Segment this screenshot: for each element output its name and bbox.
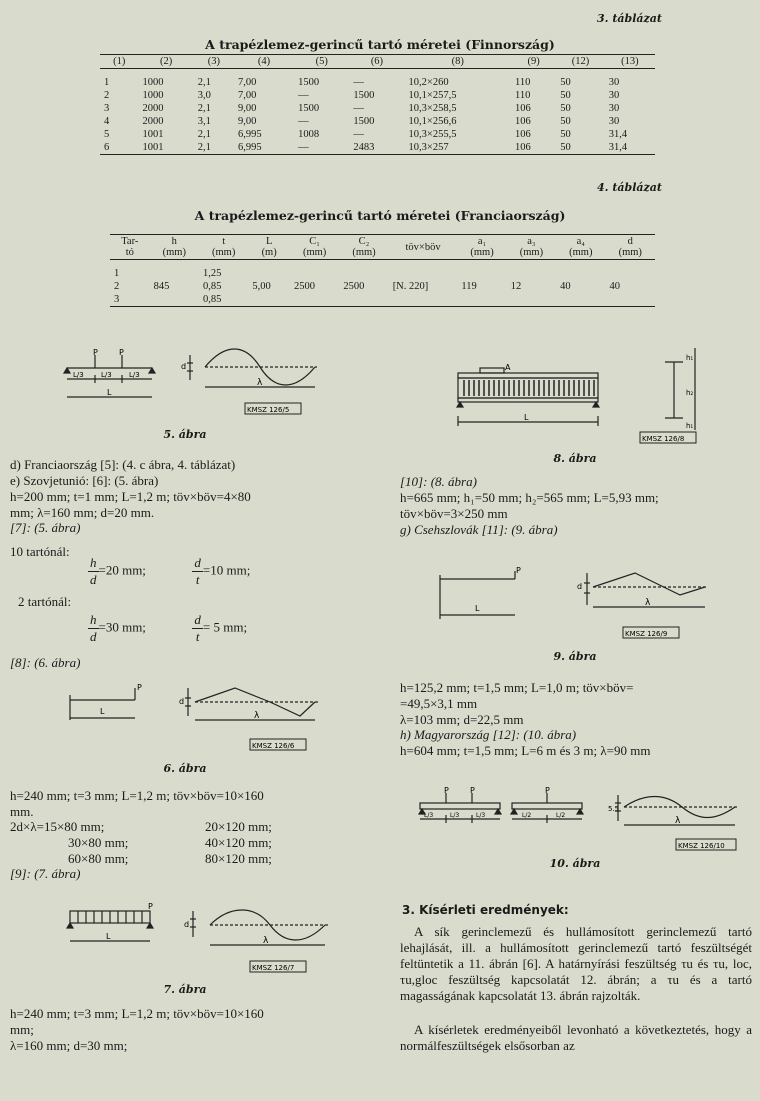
svg-text:5.5: 5.5 xyxy=(608,805,620,813)
svg-text:P: P xyxy=(516,566,521,575)
stamp-8: KMSZ 126/8 xyxy=(642,435,685,443)
table3-header-cell: (5) xyxy=(294,55,349,69)
table4-row xyxy=(110,280,655,293)
svg-text:h₁: h₁ xyxy=(686,422,694,430)
section-heading: 3. Kísérleti eredmények: xyxy=(402,903,569,917)
table3-header-cell: (8) xyxy=(405,55,511,69)
left-e-heading: e) Szovjetunió: [6]: (5. ábra) xyxy=(10,473,159,488)
figure-7-drawing xyxy=(60,895,340,975)
table3-cell: 1001 xyxy=(142,128,164,140)
table4-title: A trapézlemez-gerincű tartó méretei (Franciaország) xyxy=(194,208,566,223)
table3-header-cell: (13) xyxy=(605,55,655,69)
table4-cell xyxy=(389,260,458,280)
table3-cell: 50 xyxy=(560,76,571,88)
table3-header-cell: (6) xyxy=(349,55,404,69)
table3-cell: 10,3×258,5 xyxy=(408,102,457,114)
svg-text:L: L xyxy=(475,604,480,613)
table4-cell xyxy=(556,293,605,307)
table3-cell: 6 xyxy=(104,141,110,153)
left-e-line2: mm; λ=160 mm; d=20 mm. xyxy=(10,505,155,520)
svg-text:L: L xyxy=(524,413,529,422)
table3-cell: 1500 xyxy=(353,89,375,101)
left-r3a: 60×80 mm; xyxy=(68,851,129,866)
table3-cell: 6,995 xyxy=(237,141,262,153)
table3-cell: 30 xyxy=(608,115,620,127)
table3-cell: 50 xyxy=(560,102,571,114)
right-f8-line2: töv×böv=3×250 mm xyxy=(400,506,508,521)
svg-text:L/3: L/3 xyxy=(73,371,84,379)
left-f7-line3: λ=160 mm; d=30 mm; xyxy=(10,1038,128,1053)
stamp-7: KMSZ 126/7 xyxy=(252,964,295,972)
stamp-10: KMSZ 126/10 xyxy=(678,842,725,850)
table3-row xyxy=(100,89,655,102)
table4-label: 4. táblázat xyxy=(597,181,662,194)
table3-cell: 9,00 xyxy=(237,102,257,114)
table3-cell: 7,00 xyxy=(237,89,257,101)
table4-cell xyxy=(389,293,458,307)
right-h-heading: h) Magyarország [12]: (10. ábra) xyxy=(400,727,577,742)
table4-cell: 0,85 xyxy=(202,293,222,305)
table3-cell: 1 xyxy=(104,76,110,88)
table3-row xyxy=(100,102,655,115)
left-r3b: 80×120 mm; xyxy=(205,851,272,866)
table4-cell: 1 xyxy=(114,267,120,279)
table3-cell: 3 xyxy=(104,102,110,114)
table3-header-cell: (2) xyxy=(139,55,194,69)
table4-cell: 1,25 xyxy=(202,267,222,279)
left-ten-label: 10 tartónál: xyxy=(10,544,70,559)
table4-cell: 40 xyxy=(609,280,620,292)
left-f6-line2: mm. xyxy=(10,804,34,819)
section-paragraph-2: A kísérletek eredményeiből levonható a következtetés, hogy a normálfeszültségek elsősorban az xyxy=(400,1022,752,1053)
figure-9-caption: 9. ábra xyxy=(553,650,597,663)
figure-6-caption: 6. ábra xyxy=(163,762,207,775)
svg-text:λ: λ xyxy=(675,816,681,826)
table4-cell xyxy=(507,260,556,280)
table3-cell: 4 xyxy=(104,115,110,127)
svg-text:d: d xyxy=(577,582,583,591)
table4-cell: 0,85 xyxy=(202,280,222,292)
left-f7-line2: mm; xyxy=(10,1022,34,1037)
table3-cell: 50 xyxy=(560,89,571,101)
svg-text:d: d xyxy=(181,362,187,371)
stamp-9: KMSZ 126/9 xyxy=(625,630,668,638)
table4-header-row xyxy=(110,235,655,260)
table3-cell: 50 xyxy=(560,128,571,140)
table3-cell: 10,1×256,6 xyxy=(408,115,457,127)
table3-cell: 3,0 xyxy=(197,89,211,101)
table4-header-cell: t (mm) xyxy=(199,235,248,260)
svg-text:P: P xyxy=(545,786,550,795)
table4-cell: 5,00 xyxy=(252,280,271,292)
table3-header-cell: (1) xyxy=(100,55,139,69)
table3-cell: 106 xyxy=(515,115,531,127)
left-ref8: [8]: (6. ábra) xyxy=(10,655,81,670)
table3-cell: 1000 xyxy=(142,89,164,101)
right-f10-line: h=604 mm; t=1,5 mm; L=6 m és 3 m; λ=90 mm xyxy=(400,743,651,758)
table4-cell: 845 xyxy=(153,280,170,292)
svg-text:L/3: L/3 xyxy=(450,812,460,819)
figure-8-caption: 8. ábra xyxy=(553,452,597,465)
section-paragraph-1: A sík gerinclemezű és hullámosított gerinclemezű tartó lehajlását, ill. a hullámosított gerinclemezű tartó feszültségét feltüntetik a 11. ábrán [6]. A határnyírási feszültség τu és τu, loc, τu,gloc feszültség kapcsolatát 12. ábrán; a τu és a tartó magasságának kapcsolatát 13. ábrán rajzolták. xyxy=(400,924,752,1003)
left-f7-line1: h=240 mm; t=3 mm; L=1,2 m; töv×böv=10×160 xyxy=(10,1006,264,1021)
table3-cell: 1001 xyxy=(142,141,164,153)
table4-cell xyxy=(507,293,556,307)
table3-cell: — xyxy=(298,141,309,153)
left-ten-formula: $\frac{h}{d}$ =20 mm; $\frac{d}{t}$ =10 mm; xyxy=(90,555,251,587)
table4 xyxy=(110,234,655,307)
table4-cell: 2 xyxy=(114,280,120,292)
table3-cell: 106 xyxy=(515,141,531,153)
table3-cell: — xyxy=(298,115,309,127)
table4-cell xyxy=(150,260,199,280)
svg-text:L/2: L/2 xyxy=(522,812,532,819)
table3-cell: 1500 xyxy=(298,102,320,114)
table3-cell: — xyxy=(353,102,364,114)
table4-row xyxy=(110,260,655,280)
table4-cell xyxy=(290,260,339,280)
table3-cell: 1500 xyxy=(353,115,375,127)
stamp-6: KMSZ 126/6 xyxy=(252,742,295,750)
table3-header-cell: (9) xyxy=(511,55,556,69)
left-ref9: [9]: (7. ábra) xyxy=(10,866,81,881)
table3-cell: 2483 xyxy=(353,141,375,153)
left-ref7: [7]: (5. ábra) xyxy=(10,520,81,535)
table3-header-row xyxy=(100,55,655,69)
table3-cell: 9,00 xyxy=(237,115,257,127)
svg-text:P: P xyxy=(148,902,153,911)
table3 xyxy=(100,54,655,155)
figure-5-drawing xyxy=(55,345,355,425)
svg-text:L/3: L/3 xyxy=(101,371,112,379)
table3-cell: 106 xyxy=(515,102,531,114)
table4-cell: 3 xyxy=(114,293,120,305)
table4-cell: 119 xyxy=(461,280,477,292)
table3-row xyxy=(100,115,655,128)
left-d-heading: d) Franciaország [5]: (4. c ábra, 4. táblázat) xyxy=(10,457,236,472)
right-f9-line3: λ=103 mm; d=22,5 mm xyxy=(400,712,524,727)
table3-cell: 10,3×257 xyxy=(408,141,449,153)
table4-cell xyxy=(339,260,388,280)
svg-text:L: L xyxy=(100,707,105,716)
table3-cell: 10,1×257,5 xyxy=(408,89,457,101)
table3-cell: 6,995 xyxy=(237,128,262,140)
table3-cell: 2,1 xyxy=(197,102,211,114)
svg-text:λ: λ xyxy=(645,598,651,608)
left-r2b: 40×120 mm; xyxy=(205,835,272,850)
left-f6-line1: h=240 mm; t=3 mm; L=1,2 m; töv×böv=10×160 xyxy=(10,788,264,803)
svg-text:d: d xyxy=(179,697,185,706)
table3-cell: 2,1 xyxy=(197,141,211,153)
table4-header-cell: d (mm) xyxy=(606,235,656,260)
table4-cell xyxy=(606,260,656,280)
table3-cell: — xyxy=(298,89,309,101)
table4-header-cell: a₃ (mm) xyxy=(507,235,556,260)
table4-cell xyxy=(290,293,339,307)
table4-cell: 2500 xyxy=(343,280,365,292)
table3-cell: 31,4 xyxy=(608,141,628,153)
table3-header-cell: (3) xyxy=(194,55,234,69)
table3-cell: 2000 xyxy=(142,115,164,127)
table4-cell: 40 xyxy=(560,280,571,292)
table4-header-cell: C₁ (mm) xyxy=(290,235,339,260)
table4-cell: 2500 xyxy=(293,280,315,292)
svg-text:L/3: L/3 xyxy=(424,812,434,819)
table3-cell: — xyxy=(353,128,364,140)
right-f9-line1: h=125,2 mm; t=1,5 mm; L=1,0 m; töv×böv= xyxy=(400,680,634,695)
svg-text:h₁: h₁ xyxy=(686,354,694,362)
left-r1b: 20×120 mm; xyxy=(205,819,272,834)
table4-header-cell: töv×böv xyxy=(389,235,458,260)
svg-text:L/3: L/3 xyxy=(476,812,486,819)
figure-7-caption: 7. ábra xyxy=(163,983,207,996)
table3-cell: 3,1 xyxy=(197,115,211,127)
stamp-5: KMSZ 126/5 xyxy=(247,406,290,414)
table3-cell: — xyxy=(353,76,364,88)
table3-cell: 5 xyxy=(104,128,110,140)
table4-cell: [N. 220] xyxy=(392,280,429,292)
table3-cell: 2,1 xyxy=(197,76,211,88)
table3-row xyxy=(100,69,655,89)
table4-cell xyxy=(150,293,199,307)
table4-row xyxy=(110,293,655,307)
table3-row xyxy=(100,141,655,155)
table3-cell: 110 xyxy=(515,89,531,101)
table4-header-cell: a₁ (mm) xyxy=(457,235,506,260)
svg-text:λ: λ xyxy=(257,378,263,388)
table4-header-cell: Tar- tó xyxy=(110,235,150,260)
svg-text:P: P xyxy=(470,786,475,795)
table3-cell: 31,4 xyxy=(608,128,628,140)
svg-text:A: A xyxy=(505,363,511,372)
left-r2a: 30×80 mm; xyxy=(68,835,129,850)
right-g-heading: g) Csehszlovák [11]: (9. ábra) xyxy=(400,522,558,537)
figure-8-drawing xyxy=(440,340,740,450)
svg-text:P: P xyxy=(137,683,142,692)
table4-header-cell: a₄ (mm) xyxy=(556,235,605,260)
svg-text:h₂: h₂ xyxy=(686,389,694,397)
svg-text:L: L xyxy=(106,932,111,941)
table4-cell xyxy=(248,293,290,307)
svg-text:λ: λ xyxy=(263,936,269,946)
table4-cell xyxy=(556,260,605,280)
table3-cell: 106 xyxy=(515,128,531,140)
table3-row xyxy=(100,128,655,141)
table4-cell xyxy=(339,293,388,307)
table4-header-cell: C₂ (mm) xyxy=(339,235,388,260)
left-r1a: 2d×λ=15×80 mm; xyxy=(10,819,105,834)
svg-text:P: P xyxy=(119,348,124,357)
figure-6-drawing xyxy=(60,680,340,755)
table3-cell: 1008 xyxy=(298,128,320,140)
table3-cell: 50 xyxy=(560,141,571,153)
left-e-line1: h=200 mm; t=1 mm; L=1,2 m; töv×böv=4×80 xyxy=(10,489,251,504)
svg-text:L/2: L/2 xyxy=(556,812,566,819)
left-two-label: 2 tartónál: xyxy=(18,594,72,609)
right-f8-line1: h=665 mm; h₁=50 mm; h₂=565 mm; L=5,93 mm; xyxy=(400,490,659,505)
table3-cell: 30 xyxy=(608,89,620,101)
figure-10-caption: 10. ábra xyxy=(549,857,601,870)
table3-title: A trapézlemez-gerincű tartó méretei (Finnország) xyxy=(205,37,555,52)
table4-cell: 12 xyxy=(510,280,522,292)
table4-cell xyxy=(457,293,506,307)
figure-9-drawing xyxy=(430,565,720,645)
table3-cell: 10,2×260 xyxy=(408,76,449,88)
svg-text:P: P xyxy=(93,348,98,357)
table3-cell: 30 xyxy=(608,76,620,88)
table4-cell xyxy=(457,260,506,280)
right-f9-line2: =49,5×3,1 mm xyxy=(400,696,478,711)
figure-10-drawing xyxy=(410,785,750,855)
table3-cell: 10,3×255,5 xyxy=(408,128,457,140)
table3-header-cell: (12) xyxy=(556,55,605,69)
table3-cell: 1000 xyxy=(142,76,164,88)
svg-text:λ: λ xyxy=(254,711,260,721)
table3-label: 3. táblázat xyxy=(597,12,662,25)
table3-cell: 7,00 xyxy=(237,76,257,88)
figure-5-caption: 5. ábra xyxy=(163,428,207,441)
svg-text:L: L xyxy=(107,388,112,397)
table4-header-cell: h (mm) xyxy=(150,235,199,260)
table3-header-cell: (4) xyxy=(234,55,294,69)
right-ref10: [10]: (8. ábra) xyxy=(400,474,477,489)
left-two-formula: $\frac{h}{d}$ =30 mm; $\frac{d}{t}$ = 5 mm; xyxy=(90,612,248,644)
table3-cell: 50 xyxy=(560,115,571,127)
table3-cell: 2000 xyxy=(142,102,164,114)
table4-cell xyxy=(248,260,290,280)
table3-cell: 110 xyxy=(515,76,531,88)
svg-text:d: d xyxy=(184,920,190,929)
svg-text:P: P xyxy=(444,786,449,795)
table3-cell: 30 xyxy=(608,102,620,114)
table3-cell: 2 xyxy=(104,89,110,101)
table3-cell: 2,1 xyxy=(197,128,211,140)
table4-cell xyxy=(606,293,656,307)
svg-text:L/3: L/3 xyxy=(129,371,140,379)
table4-header-cell: L (m) xyxy=(248,235,290,260)
table3-cell: 1500 xyxy=(298,76,320,88)
